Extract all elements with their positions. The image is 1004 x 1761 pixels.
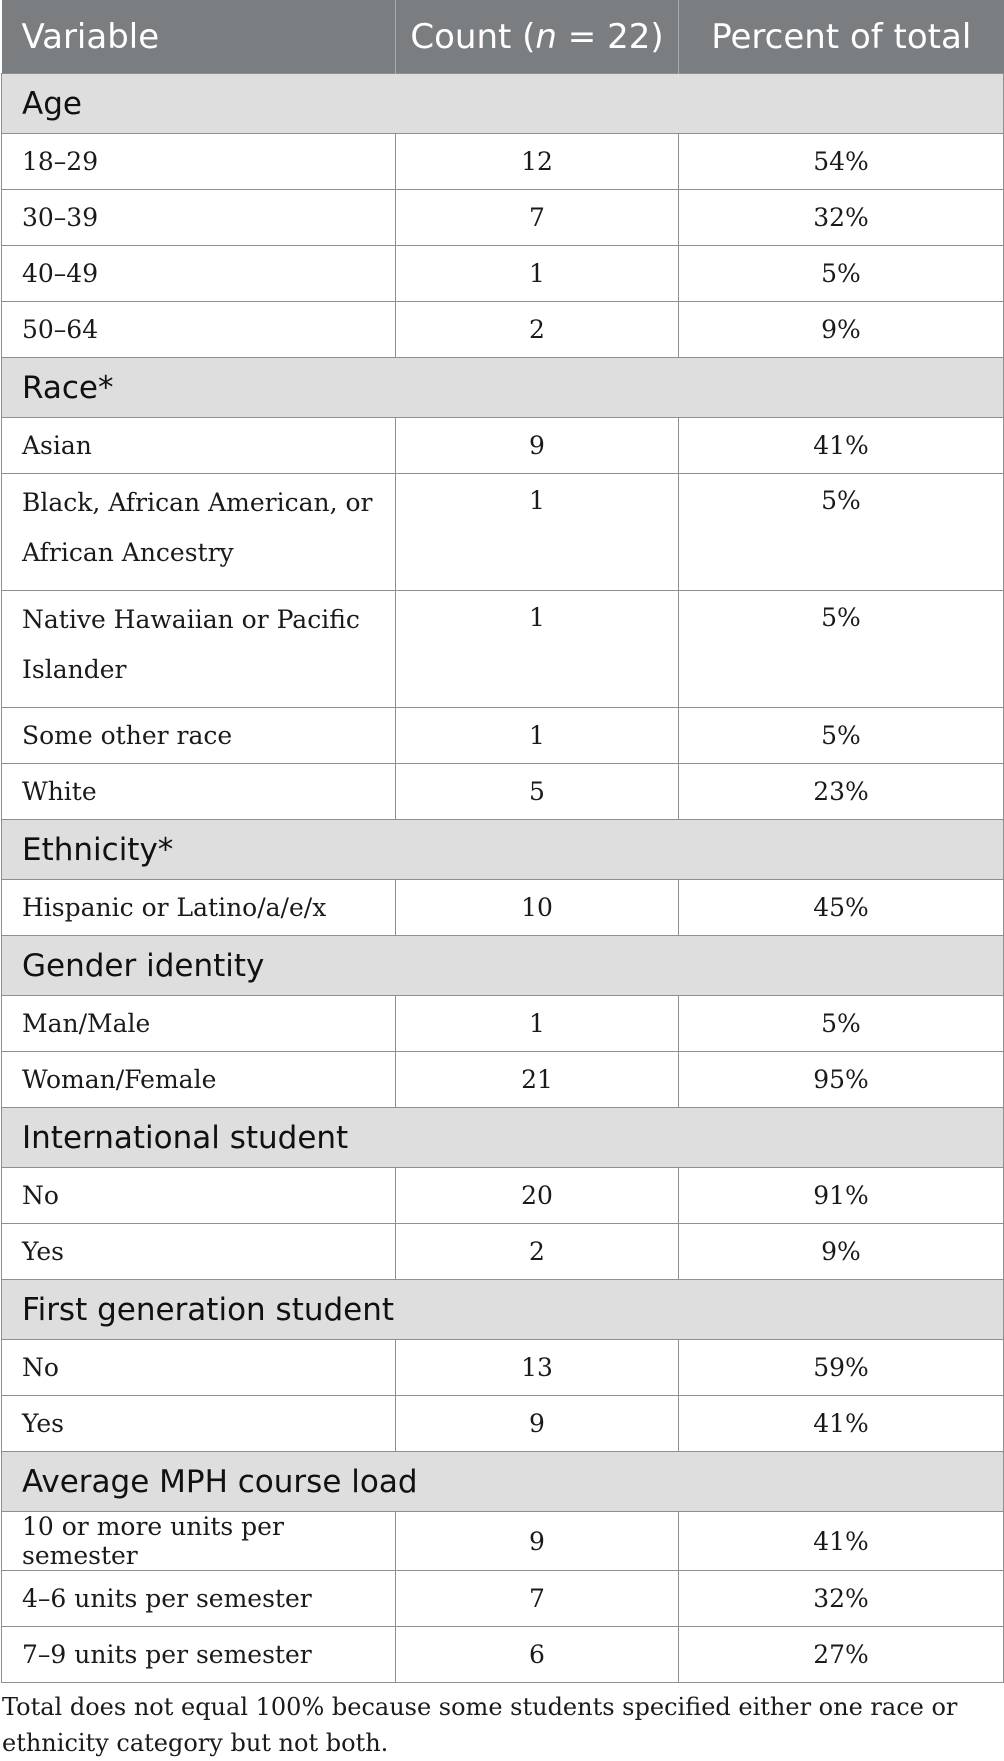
- row-percent: 59%: [679, 1340, 1004, 1396]
- row-percent: 5%: [679, 708, 1004, 764]
- section-title: Race*: [2, 358, 1004, 418]
- row-label: No: [2, 1340, 396, 1396]
- section-title: First generation student: [2, 1280, 1004, 1340]
- row-label: 18–29: [2, 134, 396, 190]
- row-count: 1: [396, 474, 679, 591]
- row-count: 5: [396, 764, 679, 820]
- row-percent: 32%: [679, 190, 1004, 246]
- row-label: White: [2, 764, 396, 820]
- row-percent: 5%: [679, 246, 1004, 302]
- row-percent: 95%: [679, 1052, 1004, 1108]
- table-row: [2, 246, 1004, 302]
- row-percent: 27%: [679, 1627, 1004, 1683]
- section-header-row: [2, 1108, 1004, 1168]
- row-label: 30–39: [2, 190, 396, 246]
- row-label: Native Hawaiian or Pacific Islander: [2, 591, 396, 708]
- section-title: Age: [2, 74, 1004, 134]
- row-count: 9: [396, 1512, 679, 1571]
- table-row: [2, 1052, 1004, 1108]
- table-row: [2, 474, 1004, 591]
- row-percent: 9%: [679, 1224, 1004, 1280]
- row-count: 2: [396, 302, 679, 358]
- table-body: [2, 74, 1004, 1683]
- row-count: 10: [396, 880, 679, 936]
- row-count: 1: [396, 246, 679, 302]
- section-title: International student: [2, 1108, 1004, 1168]
- table-row: [2, 1340, 1004, 1396]
- row-count: 21: [396, 1052, 679, 1108]
- row-count: 2: [396, 1224, 679, 1280]
- header-variable: Variable: [2, 0, 396, 74]
- header-percent: Percent of total: [679, 0, 1004, 74]
- row-percent: 32%: [679, 1571, 1004, 1627]
- table-row: [2, 996, 1004, 1052]
- row-label: Woman/Female: [2, 1052, 396, 1108]
- section-header-row: [2, 820, 1004, 880]
- row-percent: 5%: [679, 996, 1004, 1052]
- table-row: [2, 1512, 1004, 1571]
- row-label: 4–6 units per semester: [2, 1571, 396, 1627]
- table-row: [2, 1224, 1004, 1280]
- table-row: [2, 1571, 1004, 1627]
- header-count: Count (n = 22): [396, 0, 679, 74]
- table-footnote: Total does not equal 100% because some students specified either one race or ethnicity category but not both.: [2, 1693, 958, 1757]
- row-percent: 5%: [679, 474, 1004, 591]
- section-header-row: [2, 1280, 1004, 1340]
- table-row: [2, 1627, 1004, 1683]
- table-row: [2, 708, 1004, 764]
- row-label: Some other race: [2, 708, 396, 764]
- row-label: 50–64: [2, 302, 396, 358]
- table-row: [2, 134, 1004, 190]
- row-percent: 9%: [679, 302, 1004, 358]
- row-count: 20: [396, 1168, 679, 1224]
- row-percent: 41%: [679, 1512, 1004, 1571]
- row-count: 13: [396, 1340, 679, 1396]
- row-label: Man/Male: [2, 996, 396, 1052]
- section-header-row: [2, 74, 1004, 134]
- section-header-row: [2, 936, 1004, 996]
- table-row: [2, 418, 1004, 474]
- row-count: 1: [396, 996, 679, 1052]
- row-label: Black, African American, or African Ancestry: [2, 474, 396, 591]
- row-percent: 5%: [679, 591, 1004, 708]
- row-count: 1: [396, 708, 679, 764]
- row-percent: 91%: [679, 1168, 1004, 1224]
- table-row: [2, 190, 1004, 246]
- section-title: Gender identity: [2, 936, 1004, 996]
- row-percent: 41%: [679, 418, 1004, 474]
- row-label: Yes: [2, 1224, 396, 1280]
- row-count: 7: [396, 1571, 679, 1627]
- row-label: 40–49: [2, 246, 396, 302]
- row-label: Asian: [2, 418, 396, 474]
- row-count: 12: [396, 134, 679, 190]
- table-row: [2, 302, 1004, 358]
- row-label: Yes: [2, 1396, 396, 1452]
- row-percent: 41%: [679, 1396, 1004, 1452]
- table-row: [2, 1396, 1004, 1452]
- row-label: 10 or more units per semester: [2, 1512, 396, 1571]
- row-count: 6: [396, 1627, 679, 1683]
- section-title: Ethnicity*: [2, 820, 1004, 880]
- table-header-row: [2, 0, 1004, 74]
- demographics-table: [1, 0, 1004, 1683]
- row-percent: 45%: [679, 880, 1004, 936]
- row-count: 7: [396, 190, 679, 246]
- section-header-row: [2, 1452, 1004, 1512]
- row-label: Hispanic or Latino/a/e/x: [2, 880, 396, 936]
- section-title: Average MPH course load: [2, 1452, 1004, 1512]
- table-row: [2, 880, 1004, 936]
- row-label: No: [2, 1168, 396, 1224]
- row-count: 9: [396, 418, 679, 474]
- row-count: 9: [396, 1396, 679, 1452]
- table-row: [2, 1168, 1004, 1224]
- row-percent: 54%: [679, 134, 1004, 190]
- row-label: 7–9 units per semester: [2, 1627, 396, 1683]
- table-row: [2, 591, 1004, 708]
- row-count: 1: [396, 591, 679, 708]
- section-header-row: [2, 358, 1004, 418]
- table-row: [2, 764, 1004, 820]
- row-percent: 23%: [679, 764, 1004, 820]
